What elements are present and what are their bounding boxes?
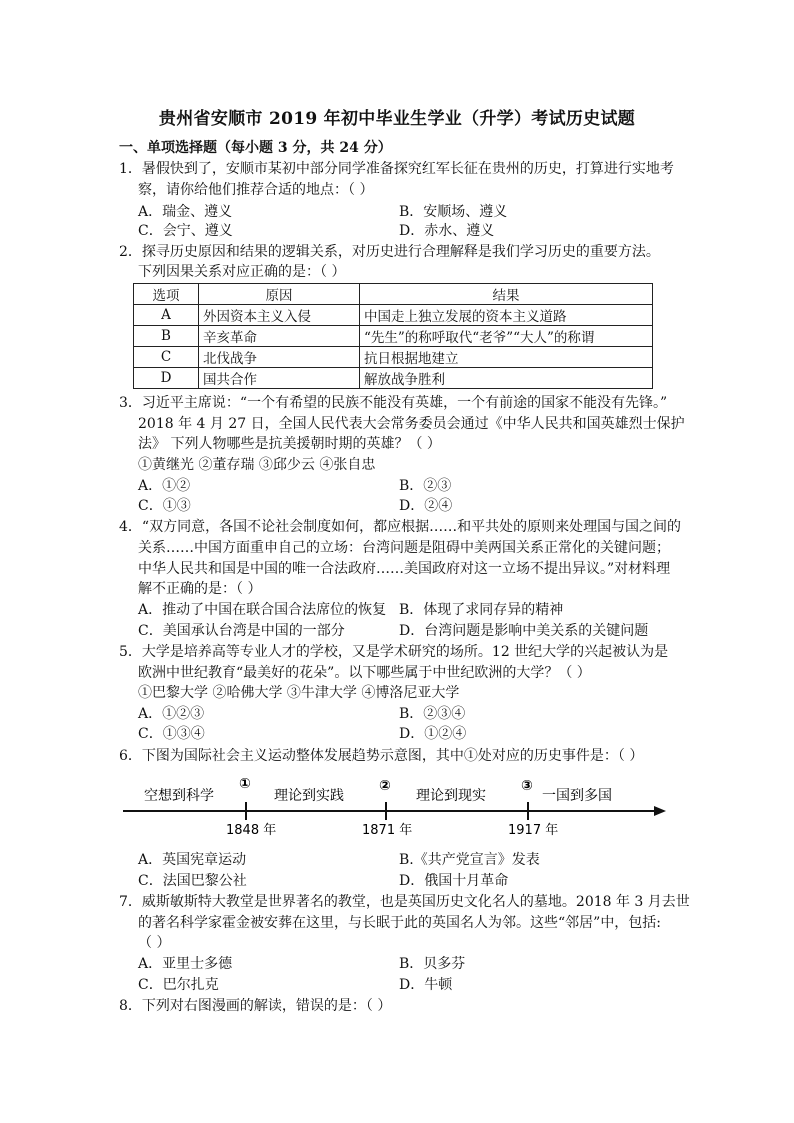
q5-stem-line-2: 欧洲中世纪教育“最美好的花朵”。以下哪些属于中世纪欧洲的大学？（ ） — [138, 665, 591, 681]
table-cell: 抗日根据地建立 — [360, 347, 653, 368]
table-cell: 外因资本主义入侵 — [199, 305, 360, 326]
q3-option-a: A．①② — [138, 478, 191, 494]
q4-option-a: A．推动了中国在联合国合法席位的恢复 — [138, 602, 387, 618]
q1-option-b: B．安顺场、遵义 — [399, 204, 508, 220]
timeline-year: 1871 年 — [362, 823, 413, 838]
q3-stem-line-3: 法》 下列人物哪些是抗美援朝时期的英雄？（ ） — [138, 436, 441, 452]
table-cell: A — [134, 305, 199, 326]
q6-option-b: B.《共产党宣言》发表 — [399, 852, 540, 868]
q5-option-a: A．①②③ — [138, 706, 205, 722]
q5-option-c: C．①③④ — [138, 726, 205, 742]
q6-stem-line-1: 6．下图为国际社会主义运动整体发展趋势示意图，其中①处对应的历史事件是：（ ） — [119, 748, 644, 764]
table-row — [134, 305, 653, 326]
q1-stem-line-1: 1．暑假快到了，安顺市某初中部分同学准备探究红军长征在贵州的历史，打算进行实地考 — [119, 161, 674, 177]
timeline-mark: ③ — [521, 778, 533, 794]
table-header-cell: 选项 — [134, 284, 199, 305]
q1-option-a: A．瑞金、遵义 — [138, 204, 233, 220]
timeline-year: 1917 年 — [508, 823, 559, 838]
q7-option-d: D．牛顿 — [399, 977, 453, 993]
table-cell: 国共合作 — [199, 368, 360, 389]
q5-option-d: D．①②④ — [399, 726, 467, 742]
table-header-cell: 原因 — [199, 284, 360, 305]
q4-stem-line-1: 4．“双方同意，各国不论社会制度如何，都应根据……和平共处的原则来处理国与国之间的 — [119, 519, 682, 535]
timeline-label: 理论到实践 — [274, 788, 344, 804]
q7-stem-line-1: 7．威斯敏斯特大教堂是世界著名的教堂，也是英国历史文化名人的墓地。2018 年 3 月去世 — [119, 894, 690, 910]
q1-option-c: C．会宁、遵义 — [138, 223, 233, 239]
q7-stem-line-2: 的著名科学家霍金被安葬在这里，与长眠于此的英国名人为邻。这些“邻居”中，包括: — [138, 915, 662, 931]
table-cell: D — [134, 368, 199, 389]
q4-option-c: C．美国承认台湾是中国的一部分 — [138, 623, 345, 639]
q1-option-d: D．赤水、遵义 — [399, 223, 495, 239]
timeline-label: 空想到科学 — [144, 788, 214, 804]
q2-cause-effect-table — [133, 283, 653, 389]
table-cell: C — [134, 347, 199, 368]
table-header-row — [134, 284, 653, 305]
page-title: 贵州省安顺市 2019 年初中毕业生学业（升学）考试历史试题 — [158, 109, 636, 129]
q5-option-b: B．②③④ — [399, 706, 466, 722]
q3-option-b: B．②③ — [399, 478, 452, 494]
table-row — [134, 347, 653, 368]
timeline-arrowhead — [654, 806, 666, 816]
q3-stem-line-2: 2018 年 4 月 27 日，全国人民代表大会常务委员会通过《中华人民共和国英雄烈士保护 — [138, 416, 685, 432]
q5-items: ①巴黎大学 ②哈佛大学 ③牛津大学 ④博洛尼亚大学 — [138, 685, 460, 701]
q3-option-d: D．②④ — [399, 498, 453, 514]
q3-items: ①黄继光 ②董存瑞 ③邱少云 ④张自忠 — [138, 457, 376, 473]
table-row — [134, 368, 653, 389]
q7-option-a: A．亚里士多德 — [138, 956, 233, 972]
q4-stem-line-2: 关系……中国方面重申自己的立场：台湾问题是阻碍中美两国关系正常化的关键问题； — [138, 540, 670, 556]
table-row — [134, 326, 653, 347]
q2-stem-line-2: 下列因果关系对应正确的是：（ ） — [138, 264, 346, 280]
q4-option-b: B．体现了求同存异的精神 — [399, 602, 564, 618]
timeline-label: 理论到现实 — [416, 788, 486, 804]
q2-stem-line-1: 2．探寻历史原因和结果的逻辑关系，对历史进行合理解释是我们学习历史的重要方法。 — [119, 244, 660, 260]
q3-stem-line-1: 3．习近平主席说：“一个有希望的民族不能没有英雄，一个有前途的国家不能没有先锋。” — [119, 395, 668, 411]
q7-option-b: B．贝多芬 — [399, 956, 466, 972]
q4-stem-line-3: 中华人民共和国是中国的唯一合法政府……美国政府对这一立场不提出异议。”对材料理 — [138, 561, 671, 577]
q4-option-d: D．台湾问题是影响中美关系的关键问题 — [399, 623, 649, 639]
table-cell: 北伐战争 — [199, 347, 360, 368]
timeline-mark: ② — [379, 778, 391, 794]
q1-stem-line-2: 察，请你给他们推荐合适的地点：（ ） — [138, 182, 374, 198]
q6-option-a: A．英国宪章运动 — [138, 852, 247, 868]
timeline-label: 一国到多国 — [542, 788, 612, 804]
socialism-timeline-diagram — [118, 772, 678, 842]
q7-stem-line-3: （ ） — [138, 935, 171, 951]
q6-option-d: D．俄国十月革命 — [399, 873, 509, 889]
table-cell: 辛亥革命 — [199, 326, 360, 347]
table-cell: 中国走上独立发展的资本主义道路 — [360, 305, 653, 326]
table-header-cell: 结果 — [360, 284, 653, 305]
section-heading: 一、单项选择题（每小题 3 分，共 24 分） — [119, 140, 392, 156]
q5-stem-line-1: 5．大学是培养高等专业人才的学校，又是学术研究的场所。12 世纪大学的兴起被认为是 — [119, 644, 669, 660]
timeline-mark: ① — [239, 776, 251, 792]
q6-option-c: C．法国巴黎公社 — [138, 873, 247, 889]
table-cell: 解放战争胜利 — [360, 368, 653, 389]
table-cell: “先生”的称呼取代“老爷”“大人”的称谓 — [360, 326, 653, 347]
timeline-year: 1848 年 — [226, 823, 277, 838]
q8-stem-line-1: 8．下列对右图漫画的解读，错误的是：（ ） — [119, 998, 392, 1014]
q7-option-c: C．巴尔扎克 — [138, 977, 219, 993]
q4-stem-line-4: 解不正确的是：（ ） — [138, 581, 262, 597]
q3-option-c: C．①③ — [138, 498, 191, 514]
table-cell: B — [134, 326, 199, 347]
